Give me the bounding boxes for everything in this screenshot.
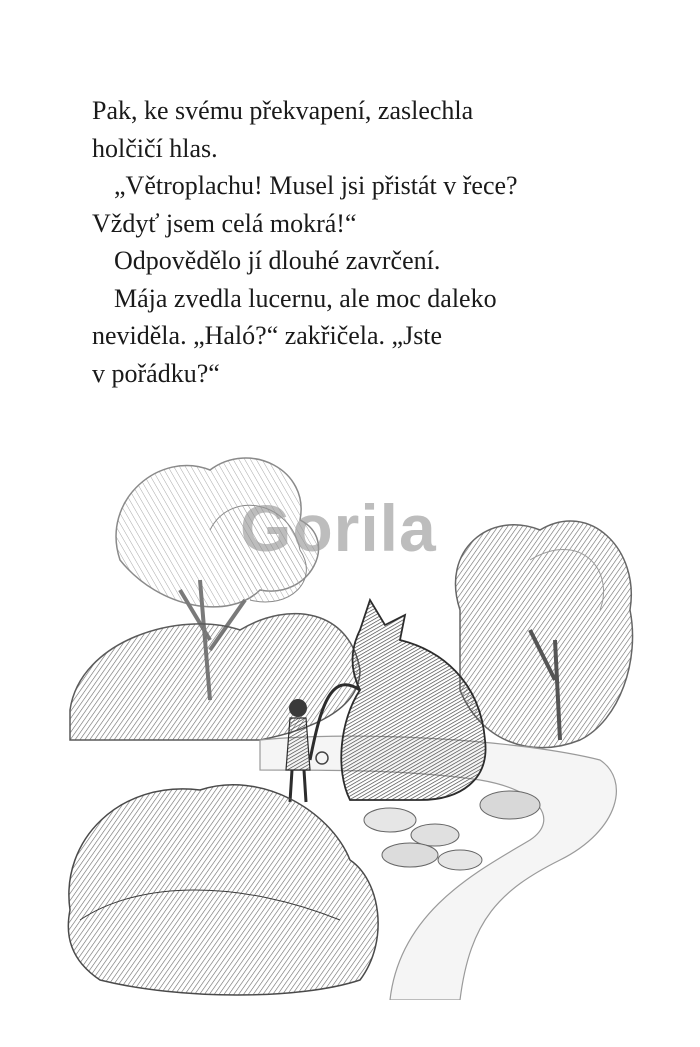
text-line: Vždyť jsem celá mokrá!“ (92, 208, 357, 238)
story-text (92, 92, 652, 392)
text-line: Pak, ke svému překvapení, zaslechla (92, 96, 474, 125)
text-line: holčičí hlas. (92, 133, 218, 163)
right-willow-tree (455, 521, 632, 748)
text-line: v pořádku?“ (92, 358, 220, 388)
text-line: Mája zvedla lucernu, ale moc daleko (114, 283, 497, 313)
text-line: „Větroplachu! Musel jsi přistát v řece? (114, 171, 518, 200)
watermark-logo: Gorila (240, 491, 437, 565)
text-line: neviděla. „Haló?“ zakřičela. „Jste (92, 321, 443, 350)
text-line: Odpovědělo jí dlouhé zavrčení. (114, 246, 441, 275)
foreground-bush (68, 785, 378, 995)
